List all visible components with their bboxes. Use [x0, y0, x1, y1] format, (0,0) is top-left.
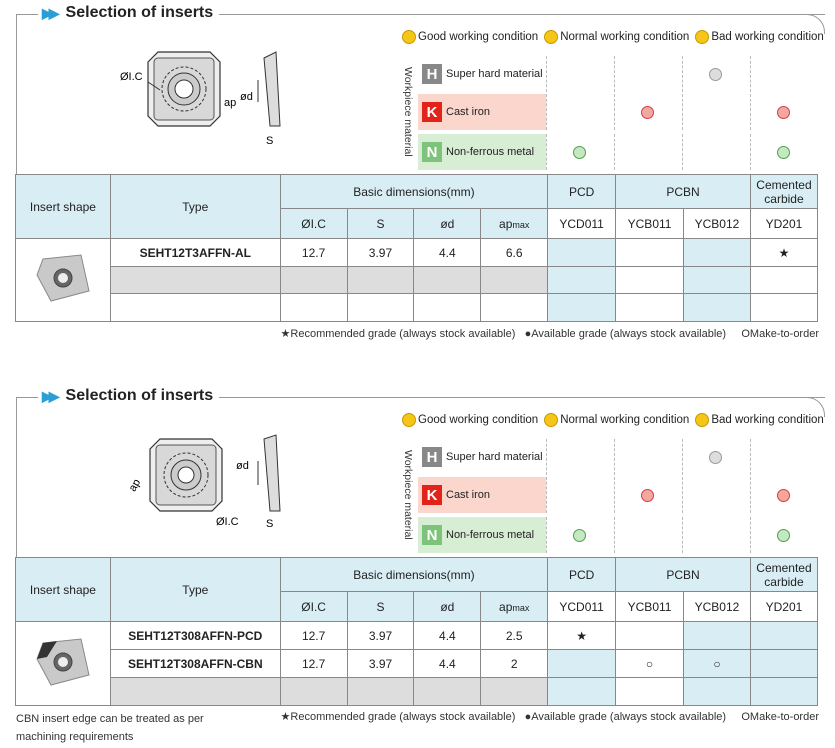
smile-face-icon	[402, 413, 416, 427]
grade-col: YCB011	[616, 209, 684, 239]
ap-label: ap	[224, 97, 237, 109]
material-row-h: H Super hard material	[418, 56, 818, 92]
grade-col: YCD011	[548, 209, 616, 239]
neutral-face-icon	[544, 413, 558, 427]
pcd-header: PCD	[548, 558, 616, 592]
insert-photo-icon	[33, 251, 93, 306]
ap-label: ap	[126, 477, 144, 494]
grade-col: YCB011	[616, 592, 684, 622]
grade-col: YD201	[750, 209, 817, 239]
good-condition: Good working condition	[402, 30, 538, 44]
grade-legend: ★Recommended grade (always stock available) ●Available grade (always stock available) OMake-to-order	[280, 328, 819, 340]
grade-col: YCB012	[684, 209, 751, 239]
material-row-k: K Cast iron	[418, 477, 818, 513]
insert-table	[15, 557, 818, 706]
normal-condition: Normal working condition	[544, 413, 689, 427]
table-row	[16, 267, 818, 294]
type-header: Type	[110, 175, 280, 239]
grade-legend: ★Recommended grade (always stock available) ●Available grade (always stock available) OMake-to-order	[280, 711, 819, 723]
d-col: ød	[414, 209, 481, 239]
insert-side-view	[258, 52, 280, 126]
sad-face-icon	[695, 30, 709, 44]
basic-dims-header: Basic dimensions(mm)	[280, 175, 548, 209]
insert-shape-header: Insert shape	[16, 175, 111, 239]
insert-photo-icon	[33, 635, 93, 690]
normal-condition: Normal working condition	[544, 30, 689, 44]
double-arrow-icon: ▶▶	[42, 4, 56, 21]
cbn-note: CBN insert edge can be treated as per machining requirements	[16, 713, 204, 743]
s-label: S	[266, 135, 274, 147]
good-condition: Good working condition	[402, 413, 538, 427]
table-row: SEHT12T308AFFN-CBN 12.7 3.97 4.4 2 ○ ○	[16, 650, 818, 678]
insert-drawing	[120, 425, 300, 535]
material-row-n: N Non-ferrous metal	[418, 517, 818, 553]
bad-condition: Bad working condition	[695, 30, 824, 44]
s-col: S	[347, 592, 414, 622]
neutral-face-icon	[709, 68, 722, 81]
section-title	[38, 387, 219, 405]
material-grid	[418, 439, 818, 555]
ic-col: ØI.C	[280, 209, 347, 239]
ic-label: ØI.C	[216, 516, 239, 528]
section-title-text: Selection of inserts	[65, 387, 214, 404]
insert-side-view	[258, 435, 280, 511]
table-row	[16, 294, 818, 322]
pcbn-header: PCBN	[616, 175, 751, 209]
smile-face-icon	[641, 489, 654, 502]
section-1	[0, 0, 835, 360]
section-title	[38, 4, 219, 22]
material-grid	[418, 56, 818, 172]
d-col: ød	[414, 592, 481, 622]
neutral-face-icon	[544, 30, 558, 44]
sad-face-icon	[777, 489, 790, 502]
basic-dims-header: Basic dimensions(mm)	[280, 558, 547, 592]
k-badge: K	[422, 102, 442, 122]
smile-face-icon	[641, 106, 654, 119]
double-arrow-icon: ▶▶	[42, 387, 56, 404]
neutral-face-icon	[777, 146, 790, 159]
insert-image	[16, 239, 111, 322]
neutral-face-icon	[573, 529, 586, 542]
ic-label: ØI.C	[120, 71, 143, 83]
type-header: Type	[110, 558, 280, 622]
d-label: ød	[236, 460, 249, 472]
insert-shape-header: Insert shape	[16, 558, 111, 622]
material-row-h: H Super hard material	[418, 439, 818, 475]
table-row: SEHT12T308AFFN-PCD 12.7 3.97 4.4 2.5 ★	[16, 622, 818, 650]
grade-col: YCB012	[684, 592, 751, 622]
grade-col: YCD011	[548, 592, 616, 622]
neutral-face-icon	[573, 146, 586, 159]
smile-face-icon	[402, 30, 416, 44]
n-badge: N	[422, 525, 442, 545]
k-badge: K	[422, 485, 442, 505]
section-border	[16, 14, 17, 174]
d-label: ød	[240, 91, 253, 103]
ap-col: apmax	[481, 592, 548, 622]
material-row-n: N Non-ferrous metal	[418, 134, 818, 170]
section-2	[0, 383, 835, 748]
s-label: S	[266, 518, 274, 530]
table-row	[16, 678, 818, 706]
n-badge: N	[422, 142, 442, 162]
ic-col: ØI.C	[280, 592, 347, 622]
s-col: S	[347, 209, 414, 239]
pcbn-header: PCBN	[616, 558, 751, 592]
h-badge: H	[422, 447, 442, 467]
condition-legend	[402, 413, 824, 427]
sad-face-icon	[777, 106, 790, 119]
bad-condition: Bad working condition	[695, 413, 824, 427]
section-border	[16, 397, 17, 557]
workpiece-material-label: Workpiece material	[402, 450, 414, 540]
insert-table	[15, 174, 818, 322]
ap-col: apmax	[481, 209, 548, 239]
material-row-k: K Cast iron	[418, 94, 818, 130]
insert-image	[16, 622, 111, 706]
cemented-header: Cemented carbide	[750, 558, 817, 592]
table-row: SEHT12T3AFFN-AL 12.7 3.97 4.4 6.6 ★	[16, 239, 818, 267]
h-badge: H	[422, 64, 442, 84]
neutral-face-icon	[709, 451, 722, 464]
condition-legend	[402, 30, 824, 44]
insert-top-view	[150, 439, 222, 511]
insert-drawing	[120, 40, 300, 150]
grade-col: YD201	[750, 592, 817, 622]
section-title-text: Selection of inserts	[65, 4, 214, 21]
cemented-header: Cemented carbide	[750, 175, 817, 209]
workpiece-material-label: Workpiece material	[402, 67, 414, 157]
sad-face-icon	[695, 413, 709, 427]
neutral-face-icon	[777, 529, 790, 542]
pcd-header: PCD	[548, 175, 616, 209]
